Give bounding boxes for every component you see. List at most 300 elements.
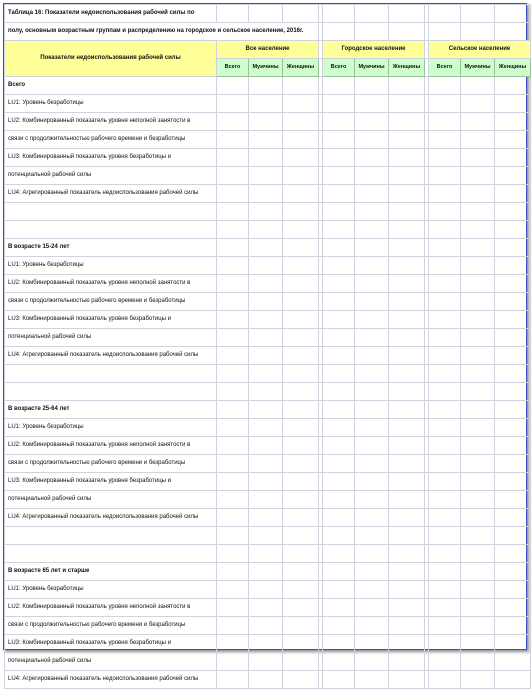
value-cell[interactable] [429, 239, 461, 257]
value-cell[interactable] [461, 257, 495, 275]
empty-cell[interactable] [5, 203, 217, 221]
indicator-label[interactable]: LU3: Комбинированный показатель уровня безработицы и [5, 311, 217, 329]
value-cell[interactable] [461, 617, 495, 635]
value-cell[interactable] [461, 581, 495, 599]
value-cell[interactable] [283, 167, 319, 185]
subcol-urban-women[interactable]: Женщины [389, 59, 425, 77]
value-cell[interactable] [461, 77, 495, 95]
value-cell[interactable] [323, 275, 355, 293]
value-cell[interactable] [249, 347, 283, 365]
value-cell[interactable] [355, 221, 389, 239]
value-cell[interactable] [355, 329, 389, 347]
value-cell[interactable] [461, 131, 495, 149]
value-cell[interactable] [495, 635, 531, 653]
value-cell[interactable] [283, 95, 319, 113]
value-cell[interactable] [495, 167, 531, 185]
value-cell[interactable] [355, 365, 389, 383]
value-cell[interactable] [323, 293, 355, 311]
value-cell[interactable] [495, 221, 531, 239]
value-cell[interactable] [283, 347, 319, 365]
value-cell[interactable] [283, 455, 319, 473]
value-cell[interactable] [283, 203, 319, 221]
value-cell[interactable] [323, 257, 355, 275]
subcol-all-women[interactable]: Женщины [283, 59, 319, 77]
indicator-label[interactable]: потенциальной рабочей силы [5, 653, 217, 671]
value-cell[interactable] [249, 653, 283, 671]
value-cell[interactable] [461, 167, 495, 185]
indicator-label[interactable]: связи с продолжительностью рабочего времени и безработицы [5, 293, 217, 311]
value-cell[interactable] [249, 527, 283, 545]
value-cell[interactable] [323, 113, 355, 131]
value-cell[interactable] [283, 149, 319, 167]
value-cell[interactable] [495, 401, 531, 419]
indicator-label[interactable]: LU3: Комбинированный показатель уровня безработицы и [5, 473, 217, 491]
value-cell[interactable] [217, 221, 249, 239]
value-cell[interactable] [429, 653, 461, 671]
value-cell[interactable] [249, 671, 283, 689]
value-cell[interactable] [355, 275, 389, 293]
indicators-header[interactable]: Показатели недоиспользования рабочей силы [5, 41, 217, 77]
value-cell[interactable] [429, 167, 461, 185]
value-cell[interactable] [461, 275, 495, 293]
value-cell[interactable] [389, 527, 425, 545]
value-cell[interactable] [217, 293, 249, 311]
indicator-label[interactable]: LU4: Агрегированный показатель недоиспользования рабочей силы [5, 671, 217, 689]
indicator-label[interactable]: потенциальной рабочей силы [5, 491, 217, 509]
value-cell[interactable] [283, 383, 319, 401]
value-cell[interactable] [323, 653, 355, 671]
value-cell[interactable] [389, 347, 425, 365]
value-cell[interactable] [429, 635, 461, 653]
value-cell[interactable] [495, 113, 531, 131]
value-cell[interactable] [495, 329, 531, 347]
value-cell[interactable] [355, 527, 389, 545]
section-title[interactable]: Всего [5, 77, 217, 95]
value-cell[interactable] [249, 203, 283, 221]
value-cell[interactable] [355, 239, 389, 257]
value-cell[interactable] [429, 509, 461, 527]
value-cell[interactable] [389, 473, 425, 491]
indicator-label[interactable]: LU4: Агрегированный показатель недоиспользования рабочей силы [5, 185, 217, 203]
value-cell[interactable] [249, 131, 283, 149]
group-header-all[interactable]: Все население [217, 41, 319, 59]
value-cell[interactable] [389, 131, 425, 149]
value-cell[interactable] [249, 293, 283, 311]
value-cell[interactable] [461, 653, 495, 671]
value-cell[interactable] [249, 239, 283, 257]
value-cell[interactable] [495, 131, 531, 149]
value-cell[interactable] [389, 383, 425, 401]
value-cell[interactable] [389, 329, 425, 347]
value-cell[interactable] [217, 185, 249, 203]
value-cell[interactable] [249, 509, 283, 527]
value-cell[interactable] [217, 311, 249, 329]
value-cell[interactable] [355, 437, 389, 455]
value-cell[interactable] [249, 329, 283, 347]
value-cell[interactable] [323, 365, 355, 383]
value-cell[interactable] [429, 599, 461, 617]
indicator-label[interactable]: LU1: Уровень безработицы [5, 419, 217, 437]
value-cell[interactable] [283, 581, 319, 599]
value-cell[interactable] [249, 581, 283, 599]
value-cell[interactable] [283, 311, 319, 329]
value-cell[interactable] [323, 131, 355, 149]
value-cell[interactable] [217, 365, 249, 383]
value-cell[interactable] [389, 95, 425, 113]
value-cell[interactable] [429, 131, 461, 149]
value-cell[interactable] [249, 419, 283, 437]
value-cell[interactable] [217, 527, 249, 545]
value-cell[interactable] [461, 329, 495, 347]
value-cell[interactable] [495, 239, 531, 257]
value-cell[interactable] [495, 581, 531, 599]
group-header-urban[interactable]: Городское население [323, 41, 425, 59]
value-cell[interactable] [355, 617, 389, 635]
value-cell[interactable] [429, 419, 461, 437]
value-cell[interactable] [461, 185, 495, 203]
subcol-urban-men[interactable]: Мужчины [355, 59, 389, 77]
value-cell[interactable] [283, 473, 319, 491]
value-cell[interactable] [495, 473, 531, 491]
value-cell[interactable] [283, 491, 319, 509]
group-header-rural[interactable]: Сельское население [429, 41, 531, 59]
value-cell[interactable] [217, 257, 249, 275]
value-cell[interactable] [355, 185, 389, 203]
value-cell[interactable] [495, 509, 531, 527]
value-cell[interactable] [495, 293, 531, 311]
value-cell[interactable] [495, 599, 531, 617]
value-cell[interactable] [461, 293, 495, 311]
value-cell[interactable] [389, 185, 425, 203]
value-cell[interactable] [283, 599, 319, 617]
value-cell[interactable] [355, 671, 389, 689]
value-cell[interactable] [217, 653, 249, 671]
value-cell[interactable] [389, 257, 425, 275]
value-cell[interactable] [495, 617, 531, 635]
value-cell[interactable] [283, 329, 319, 347]
value-cell[interactable] [323, 545, 355, 563]
value-cell[interactable] [495, 365, 531, 383]
value-cell[interactable] [323, 221, 355, 239]
value-cell[interactable] [495, 311, 531, 329]
value-cell[interactable] [283, 635, 319, 653]
value-cell[interactable] [355, 491, 389, 509]
value-cell[interactable] [249, 617, 283, 635]
value-cell[interactable] [217, 203, 249, 221]
value-cell[interactable] [355, 149, 389, 167]
value-cell[interactable] [355, 167, 389, 185]
indicator-label[interactable]: LU4: Агрегированный показатель недоиспользования рабочей силы [5, 347, 217, 365]
value-cell[interactable] [461, 401, 495, 419]
value-cell[interactable] [389, 635, 425, 653]
value-cell[interactable] [217, 473, 249, 491]
indicator-label[interactable]: LU4: Агрегированный показатель недоиспользования рабочей силы [5, 509, 217, 527]
value-cell[interactable] [323, 167, 355, 185]
value-cell[interactable] [217, 167, 249, 185]
section-title[interactable]: В возрасте 65 лет и старше [5, 563, 217, 581]
value-cell[interactable] [323, 527, 355, 545]
value-cell[interactable] [389, 617, 425, 635]
value-cell[interactable] [461, 383, 495, 401]
value-cell[interactable] [461, 473, 495, 491]
value-cell[interactable] [323, 473, 355, 491]
value-cell[interactable] [323, 491, 355, 509]
value-cell[interactable] [461, 635, 495, 653]
value-cell[interactable] [217, 383, 249, 401]
empty-cell[interactable] [5, 545, 217, 563]
value-cell[interactable] [249, 167, 283, 185]
value-cell[interactable] [355, 509, 389, 527]
value-cell[interactable] [495, 347, 531, 365]
value-cell[interactable] [283, 131, 319, 149]
value-cell[interactable] [249, 95, 283, 113]
value-cell[interactable] [429, 545, 461, 563]
value-cell[interactable] [429, 671, 461, 689]
value-cell[interactable] [495, 491, 531, 509]
value-cell[interactable] [389, 491, 425, 509]
value-cell[interactable] [283, 257, 319, 275]
value-cell[interactable] [389, 581, 425, 599]
value-cell[interactable] [323, 383, 355, 401]
value-cell[interactable] [217, 545, 249, 563]
table-subtitle[interactable]: полу, основным возрастным группам и распределению на городское и сельское население, 2016г. [5, 23, 319, 41]
value-cell[interactable] [323, 203, 355, 221]
value-cell[interactable] [283, 185, 319, 203]
value-cell[interactable] [461, 509, 495, 527]
value-cell[interactable] [323, 311, 355, 329]
subcol-rural-men[interactable]: Мужчины [461, 59, 495, 77]
value-cell[interactable] [217, 77, 249, 95]
indicator-label[interactable]: потенциальной рабочей силы [5, 167, 217, 185]
value-cell[interactable] [495, 527, 531, 545]
value-cell[interactable] [461, 239, 495, 257]
value-cell[interactable] [323, 419, 355, 437]
value-cell[interactable] [283, 527, 319, 545]
value-cell[interactable] [249, 563, 283, 581]
value-cell[interactable] [461, 221, 495, 239]
value-cell[interactable] [217, 599, 249, 617]
value-cell[interactable] [283, 221, 319, 239]
value-cell[interactable] [323, 149, 355, 167]
value-cell[interactable] [249, 257, 283, 275]
value-cell[interactable] [389, 167, 425, 185]
value-cell[interactable] [217, 131, 249, 149]
value-cell[interactable] [429, 455, 461, 473]
value-cell[interactable] [355, 131, 389, 149]
value-cell[interactable] [217, 437, 249, 455]
value-cell[interactable] [461, 419, 495, 437]
indicator-label[interactable]: LU1: Уровень безработицы [5, 257, 217, 275]
value-cell[interactable] [283, 545, 319, 563]
value-cell[interactable] [389, 365, 425, 383]
value-cell[interactable] [355, 563, 389, 581]
value-cell[interactable] [323, 95, 355, 113]
value-cell[interactable] [429, 383, 461, 401]
value-cell[interactable] [217, 581, 249, 599]
value-cell[interactable] [495, 455, 531, 473]
value-cell[interactable] [389, 275, 425, 293]
value-cell[interactable] [429, 563, 461, 581]
subcol-all-men[interactable]: Мужчины [249, 59, 283, 77]
value-cell[interactable] [249, 275, 283, 293]
value-cell[interactable] [283, 293, 319, 311]
value-cell[interactable] [429, 473, 461, 491]
value-cell[interactable] [461, 491, 495, 509]
value-cell[interactable] [355, 257, 389, 275]
value-cell[interactable] [461, 455, 495, 473]
section-title[interactable]: В возрасте 25-64 лет [5, 401, 217, 419]
empty-cell[interactable] [5, 221, 217, 239]
empty-cell[interactable] [5, 527, 217, 545]
value-cell[interactable] [389, 599, 425, 617]
value-cell[interactable] [461, 527, 495, 545]
value-cell[interactable] [429, 77, 461, 95]
value-cell[interactable] [389, 563, 425, 581]
value-cell[interactable] [217, 95, 249, 113]
subcol-rural-total[interactable]: Всего [429, 59, 461, 77]
value-cell[interactable] [249, 311, 283, 329]
value-cell[interactable] [389, 77, 425, 95]
value-cell[interactable] [389, 113, 425, 131]
value-cell[interactable] [461, 365, 495, 383]
value-cell[interactable] [283, 239, 319, 257]
value-cell[interactable] [355, 203, 389, 221]
value-cell[interactable] [495, 653, 531, 671]
value-cell[interactable] [495, 95, 531, 113]
value-cell[interactable] [429, 293, 461, 311]
value-cell[interactable] [429, 491, 461, 509]
value-cell[interactable] [429, 401, 461, 419]
value-cell[interactable] [461, 671, 495, 689]
value-cell[interactable] [355, 113, 389, 131]
value-cell[interactable] [249, 635, 283, 653]
value-cell[interactable] [429, 149, 461, 167]
value-cell[interactable] [355, 293, 389, 311]
value-cell[interactable] [323, 77, 355, 95]
value-cell[interactable] [249, 149, 283, 167]
indicator-label[interactable]: LU3: Комбинированный показатель уровня безработицы и [5, 149, 217, 167]
value-cell[interactable] [355, 401, 389, 419]
indicator-label[interactable]: LU2: Комбинированный показатель уровня неполной занятости в [5, 275, 217, 293]
value-cell[interactable] [429, 203, 461, 221]
subcol-urban-total[interactable]: Всего [323, 59, 355, 77]
value-cell[interactable] [355, 311, 389, 329]
value-cell[interactable] [323, 347, 355, 365]
value-cell[interactable] [249, 221, 283, 239]
value-cell[interactable] [461, 203, 495, 221]
value-cell[interactable] [217, 401, 249, 419]
value-cell[interactable] [283, 419, 319, 437]
value-cell[interactable] [355, 599, 389, 617]
value-cell[interactable] [283, 401, 319, 419]
value-cell[interactable] [495, 185, 531, 203]
value-cell[interactable] [461, 545, 495, 563]
value-cell[interactable] [495, 419, 531, 437]
value-cell[interactable] [283, 437, 319, 455]
value-cell[interactable] [389, 455, 425, 473]
value-cell[interactable] [461, 599, 495, 617]
value-cell[interactable] [429, 275, 461, 293]
value-cell[interactable] [495, 671, 531, 689]
value-cell[interactable] [355, 383, 389, 401]
value-cell[interactable] [249, 113, 283, 131]
value-cell[interactable] [461, 95, 495, 113]
value-cell[interactable] [429, 95, 461, 113]
value-cell[interactable] [355, 77, 389, 95]
value-cell[interactable] [389, 239, 425, 257]
value-cell[interactable] [323, 239, 355, 257]
value-cell[interactable] [461, 437, 495, 455]
value-cell[interactable] [389, 509, 425, 527]
value-cell[interactable] [323, 671, 355, 689]
value-cell[interactable] [217, 635, 249, 653]
value-cell[interactable] [355, 473, 389, 491]
value-cell[interactable] [429, 617, 461, 635]
indicator-label[interactable]: LU2: Комбинированный показатель уровня неполной занятости в [5, 599, 217, 617]
value-cell[interactable] [217, 509, 249, 527]
value-cell[interactable] [429, 347, 461, 365]
value-cell[interactable] [323, 635, 355, 653]
value-cell[interactable] [249, 77, 283, 95]
value-cell[interactable] [323, 509, 355, 527]
value-cell[interactable] [249, 491, 283, 509]
value-cell[interactable] [461, 563, 495, 581]
table-title[interactable]: Таблица 16: Показатели недоиспользования рабочей силы по [5, 5, 217, 23]
indicator-label[interactable]: LU3: Комбинированный показатель уровня безработицы и [5, 635, 217, 653]
value-cell[interactable] [323, 329, 355, 347]
value-cell[interactable] [495, 203, 531, 221]
value-cell[interactable] [495, 149, 531, 167]
value-cell[interactable] [495, 563, 531, 581]
value-cell[interactable] [389, 419, 425, 437]
value-cell[interactable] [355, 653, 389, 671]
value-cell[interactable] [217, 347, 249, 365]
value-cell[interactable] [283, 563, 319, 581]
value-cell[interactable] [429, 581, 461, 599]
value-cell[interactable] [461, 347, 495, 365]
value-cell[interactable] [249, 185, 283, 203]
value-cell[interactable] [389, 437, 425, 455]
value-cell[interactable] [323, 617, 355, 635]
value-cell[interactable] [495, 257, 531, 275]
value-cell[interactable] [429, 257, 461, 275]
value-cell[interactable] [249, 473, 283, 491]
value-cell[interactable] [217, 419, 249, 437]
value-cell[interactable] [429, 329, 461, 347]
subcol-all-total[interactable]: Всего [217, 59, 249, 77]
indicator-label[interactable]: потенциальной рабочей силы [5, 329, 217, 347]
empty-cell[interactable] [5, 365, 217, 383]
value-cell[interactable] [389, 545, 425, 563]
value-cell[interactable] [495, 275, 531, 293]
value-cell[interactable] [389, 401, 425, 419]
value-cell[interactable] [495, 437, 531, 455]
value-cell[interactable] [249, 599, 283, 617]
value-cell[interactable] [283, 77, 319, 95]
value-cell[interactable] [429, 185, 461, 203]
value-cell[interactable] [323, 599, 355, 617]
value-cell[interactable] [323, 185, 355, 203]
value-cell[interactable] [355, 581, 389, 599]
indicator-label[interactable]: связи с продолжительностью рабочего времени и безработицы [5, 455, 217, 473]
indicator-label[interactable]: LU2: Комбинированный показатель уровня неполной занятости в [5, 113, 217, 131]
value-cell[interactable] [429, 437, 461, 455]
value-cell[interactable] [217, 275, 249, 293]
value-cell[interactable] [355, 95, 389, 113]
value-cell[interactable] [429, 311, 461, 329]
value-cell[interactable] [217, 455, 249, 473]
value-cell[interactable] [323, 581, 355, 599]
